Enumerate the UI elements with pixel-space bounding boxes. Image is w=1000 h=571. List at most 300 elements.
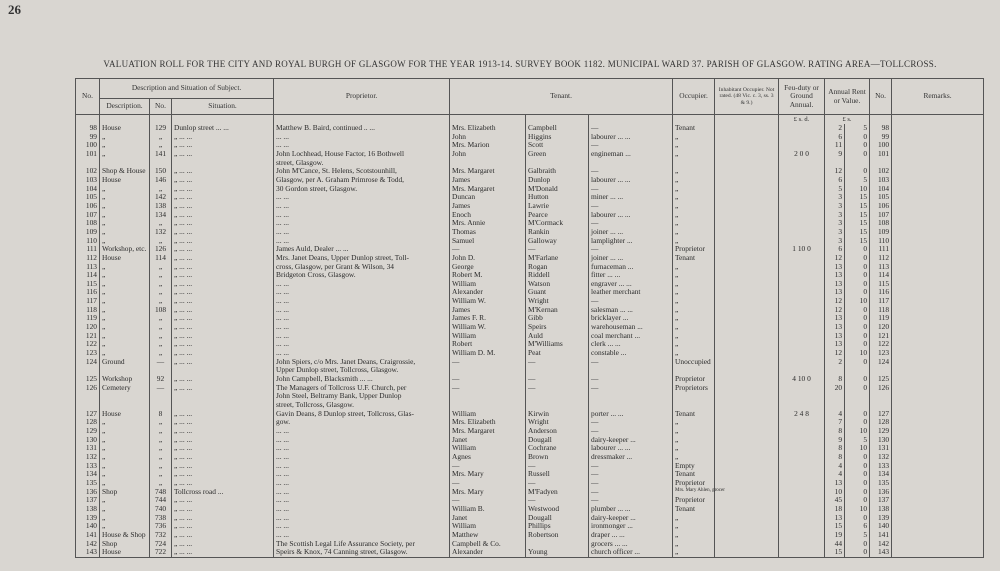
street-number: 8 xyxy=(150,410,172,419)
feu-duty xyxy=(779,306,825,315)
tenant-occupation: labourer ... ... xyxy=(589,176,673,185)
tenant-forename: — xyxy=(450,462,526,471)
row-number-right: 114 xyxy=(870,271,892,280)
occupier: Tenant xyxy=(673,505,715,514)
tenant-occupation: lamplighter ... xyxy=(589,237,673,246)
street-number: „ xyxy=(150,479,172,488)
feu-duty xyxy=(779,332,825,341)
occupier: „ xyxy=(673,133,715,142)
situation: „ ... ... xyxy=(172,332,274,341)
description: „ xyxy=(100,150,150,159)
occupier: „ xyxy=(673,349,715,358)
inhabitant-occupier xyxy=(715,470,779,479)
inhabitant-occupier xyxy=(715,176,779,185)
feu-duty xyxy=(779,427,825,436)
tenant-occupation: — xyxy=(589,297,673,306)
tenant-surname: Russell xyxy=(526,470,589,479)
inhabitant-occupier xyxy=(715,323,779,332)
inhabitant-occupier xyxy=(715,150,779,159)
feu-duty xyxy=(779,349,825,358)
tenant-occupation: dairy-keeper ... xyxy=(589,436,673,445)
remarks xyxy=(892,418,984,427)
remarks xyxy=(892,436,984,445)
tenant-occupation: — xyxy=(589,479,673,488)
feu-duty xyxy=(779,185,825,194)
situation: „ ... ... xyxy=(172,323,274,332)
tenant-surname: Dougall xyxy=(526,436,589,445)
annual-shillings: 0 xyxy=(845,306,870,315)
row-number-right: 140 xyxy=(870,522,892,531)
annual-shillings: 10 xyxy=(845,505,870,514)
remarks xyxy=(892,375,984,384)
row-number: 138 xyxy=(76,505,100,514)
annual-shillings: 10 xyxy=(845,427,870,436)
tenant-occupation: constable ... xyxy=(589,349,673,358)
feu-duty xyxy=(779,479,825,488)
description: „ xyxy=(100,436,150,445)
inhabitant-occupier xyxy=(715,392,779,401)
row-number: 106 xyxy=(76,202,100,211)
proprietor: street, Tollcross, Glasgow. xyxy=(274,401,450,410)
remarks xyxy=(892,332,984,341)
feu-duty xyxy=(779,436,825,445)
proprietor: ... ... xyxy=(274,133,450,142)
situation: „ ... ... xyxy=(172,263,274,272)
description: House xyxy=(100,176,150,185)
tenant-surname: Anderson xyxy=(526,427,589,436)
description: „ xyxy=(100,505,150,514)
remarks xyxy=(892,462,984,471)
situation: „ ... ... xyxy=(172,427,274,436)
row-number: 115 xyxy=(76,280,100,289)
street-number: „ xyxy=(150,340,172,349)
remarks xyxy=(892,349,984,358)
remarks xyxy=(892,392,984,401)
proprietor: ... ... xyxy=(274,306,450,315)
feu-duty xyxy=(779,340,825,349)
row-number: 129 xyxy=(76,427,100,436)
tenant-occupation: labourer ... ... xyxy=(589,444,673,453)
remarks xyxy=(892,271,984,280)
row-number: 101 xyxy=(76,150,100,159)
tenant-occupation xyxy=(589,159,673,168)
proprietor: James Auld, Dealer ... ... xyxy=(274,245,450,254)
row-number-right: 117 xyxy=(870,297,892,306)
feu-duty xyxy=(779,358,825,367)
remarks xyxy=(892,306,984,315)
proprietor: ... ... xyxy=(274,444,450,453)
feu-duty xyxy=(779,531,825,540)
remarks xyxy=(892,159,984,168)
row-number: 120 xyxy=(76,323,100,332)
row-number-right: 120 xyxy=(870,323,892,332)
occupier: „ xyxy=(673,193,715,202)
annual-pounds: 5 xyxy=(825,185,845,194)
situation: „ ... ... xyxy=(172,540,274,549)
proprietor: ... ... xyxy=(274,332,450,341)
proprietor: ... ... xyxy=(274,436,450,445)
tenant-surname: — xyxy=(526,358,589,367)
row-number-right: 121 xyxy=(870,332,892,341)
remarks xyxy=(892,479,984,488)
remarks xyxy=(892,540,984,549)
description: „ xyxy=(100,427,150,436)
feu-duty xyxy=(779,392,825,401)
tenant-forename: — xyxy=(450,375,526,384)
tenant-occupation: — xyxy=(589,496,673,505)
inhabitant-occupier xyxy=(715,522,779,531)
row-number-right: 107 xyxy=(870,211,892,220)
row-number: 126 xyxy=(76,384,100,393)
tenant-forename: — xyxy=(450,496,526,505)
row-number-right xyxy=(870,392,892,401)
row-number-right: 143 xyxy=(870,548,892,557)
annual-shillings: 0 xyxy=(845,418,870,427)
street-number: — xyxy=(150,358,172,367)
table-row xyxy=(76,392,984,401)
inhabitant-occupier xyxy=(715,401,779,410)
occupier: Tenant xyxy=(673,124,715,133)
occupier: Tenant xyxy=(673,254,715,263)
feu-duty xyxy=(779,193,825,202)
annual-pounds: 13 xyxy=(825,280,845,289)
proprietor: ... ... xyxy=(274,202,450,211)
description: „ xyxy=(100,470,150,479)
description: „ xyxy=(100,185,150,194)
header-remarks: Remarks. xyxy=(892,79,984,115)
row-number: 134 xyxy=(76,470,100,479)
tenant-forename: Janet xyxy=(450,436,526,445)
annual-shillings: 0 xyxy=(845,548,870,557)
feu-duty xyxy=(779,453,825,462)
tenant-surname: Rogan xyxy=(526,263,589,272)
row-number: 118 xyxy=(76,306,100,315)
tenant-surname: Riddell xyxy=(526,271,589,280)
annual-shillings: 0 xyxy=(845,150,870,159)
annual-shillings: 0 xyxy=(845,314,870,323)
situation: „ ... ... xyxy=(172,297,274,306)
description: Workshop xyxy=(100,375,150,384)
situation: „ ... ... xyxy=(172,193,274,202)
proprietor: ... ... xyxy=(274,288,450,297)
annual-pounds: 12 xyxy=(825,254,845,263)
remarks xyxy=(892,297,984,306)
occupier: „ xyxy=(673,427,715,436)
remarks xyxy=(892,185,984,194)
annual-pounds: 6 xyxy=(825,245,845,254)
feu-duty xyxy=(779,159,825,168)
occupier: „ xyxy=(673,323,715,332)
remarks xyxy=(892,358,984,367)
occupier: Proprietors xyxy=(673,384,715,393)
street-number: 132 xyxy=(150,228,172,237)
annual-shillings: 5 xyxy=(845,124,870,133)
street-number: 724 xyxy=(150,540,172,549)
tenant-occupation xyxy=(589,392,673,401)
tenant-surname: Gibb xyxy=(526,314,589,323)
proprietor: Bridgeton Cross, Glasgow. xyxy=(274,271,450,280)
row-number-right: 125 xyxy=(870,375,892,384)
street-number: 92 xyxy=(150,375,172,384)
inhabitant-occupier xyxy=(715,548,779,557)
occupier: „ xyxy=(673,444,715,453)
street-number xyxy=(150,392,172,401)
feu-duty xyxy=(779,219,825,228)
description: House & Shop xyxy=(100,531,150,540)
feu-duty xyxy=(779,167,825,176)
tenant-surname xyxy=(526,392,589,401)
remarks xyxy=(892,531,984,540)
remarks xyxy=(892,176,984,185)
tenant-occupation: — xyxy=(589,418,673,427)
tenant-occupation: — xyxy=(589,375,673,384)
annual-pounds: 13 xyxy=(825,271,845,280)
feu-duty xyxy=(779,548,825,557)
annual-pounds: 45 xyxy=(825,496,845,505)
inhabitant-occupier xyxy=(715,271,779,280)
description: „ xyxy=(100,514,150,523)
inhabitant-occupier xyxy=(715,427,779,436)
description: „ xyxy=(100,219,150,228)
tenant-occupation: plumber ... ... xyxy=(589,505,673,514)
tenant-forename: William xyxy=(450,444,526,453)
proprietor: ... ... xyxy=(274,193,450,202)
description: „ xyxy=(100,340,150,349)
feu-duty xyxy=(779,488,825,497)
occupier: Tenant xyxy=(673,470,715,479)
row-number: 131 xyxy=(76,444,100,453)
row-number-right: 103 xyxy=(870,176,892,185)
situation: „ ... ... xyxy=(172,306,274,315)
tenant-surname: Lawrie xyxy=(526,202,589,211)
row-number-right: 134 xyxy=(870,470,892,479)
tenant-occupation: fitter ... ... xyxy=(589,271,673,280)
street-number: 744 xyxy=(150,496,172,505)
tenant-forename: William W. xyxy=(450,323,526,332)
annual-pounds: 13 xyxy=(825,323,845,332)
proprietor: 30 Gordon street, Glasgow. xyxy=(274,185,450,194)
row-number: 139 xyxy=(76,514,100,523)
tenant-forename: Mrs. Margaret xyxy=(450,427,526,436)
situation: „ ... ... xyxy=(172,479,274,488)
situation: „ ... ... xyxy=(172,133,274,142)
description: House xyxy=(100,254,150,263)
situation: „ ... ... xyxy=(172,444,274,453)
occupier: Proprietor xyxy=(673,479,715,488)
row-number-right: 142 xyxy=(870,540,892,549)
remarks xyxy=(892,323,984,332)
occupier: Unoccupied xyxy=(673,358,715,367)
situation: „ ... ... xyxy=(172,436,274,445)
tenant-surname: Watson xyxy=(526,280,589,289)
proprietor: ... ... xyxy=(274,340,450,349)
proprietor: ... ... xyxy=(274,505,450,514)
row-number-right: 136 xyxy=(870,488,892,497)
row-number: 105 xyxy=(76,193,100,202)
feu-duty xyxy=(779,202,825,211)
inhabitant-occupier xyxy=(715,288,779,297)
tenant-surname: Green xyxy=(526,150,589,159)
annual-shillings: 0 xyxy=(845,410,870,419)
proprietor: John Campbell, Blacksmith ... ... xyxy=(274,375,450,384)
row-number-right: 113 xyxy=(870,263,892,272)
proprietor: gow. xyxy=(274,418,450,427)
row-number: 142 xyxy=(76,540,100,549)
tenant-occupation: porter ... ... xyxy=(589,410,673,419)
description: „ xyxy=(100,193,150,202)
row-number: 132 xyxy=(76,453,100,462)
tenant-surname: Kirwin xyxy=(526,410,589,419)
header-no: No. xyxy=(76,79,100,115)
description: Ground xyxy=(100,358,150,367)
situation: „ ... ... xyxy=(172,384,274,393)
remarks xyxy=(892,202,984,211)
annual-pounds: 3 xyxy=(825,211,845,220)
tenant-occupation: ironmonger ... xyxy=(589,522,673,531)
inhabitant-occupier xyxy=(715,462,779,471)
header-occupier: Occupier. xyxy=(673,79,715,115)
tenant-surname: — xyxy=(526,496,589,505)
proprietor: street, Glasgow. xyxy=(274,159,450,168)
description: „ xyxy=(100,228,150,237)
annual-shillings: 0 xyxy=(845,514,870,523)
street-number: „ xyxy=(150,453,172,462)
row-number-right: 102 xyxy=(870,167,892,176)
remarks xyxy=(892,211,984,220)
remarks xyxy=(892,314,984,323)
remarks xyxy=(892,193,984,202)
annual-shillings: 0 xyxy=(845,245,870,254)
occupier: „ xyxy=(673,453,715,462)
remarks xyxy=(892,245,984,254)
feu-duty xyxy=(779,263,825,272)
row-number: 128 xyxy=(76,418,100,427)
tenant-surname: — xyxy=(526,384,589,393)
street-number: 736 xyxy=(150,522,172,531)
inhabitant-occupier xyxy=(715,444,779,453)
street-number: 142 xyxy=(150,193,172,202)
situation: „ ... ... xyxy=(172,340,274,349)
situation: „ ... ... xyxy=(172,462,274,471)
annual-shillings: 0 xyxy=(845,288,870,297)
header-situation: Situation. xyxy=(172,99,274,115)
situation: „ ... ... xyxy=(172,314,274,323)
annual-shillings: 15 xyxy=(845,237,870,246)
situation: „ ... ... xyxy=(172,219,274,228)
feu-duty: 1 10 0 xyxy=(779,245,825,254)
street-number: 146 xyxy=(150,176,172,185)
annual-shillings: 0 xyxy=(845,496,870,505)
tenant-forename: William W. xyxy=(450,297,526,306)
annual-shillings: 5 xyxy=(845,436,870,445)
annual-pounds: 15 xyxy=(825,522,845,531)
street-number: „ xyxy=(150,323,172,332)
annual-pounds: 13 xyxy=(825,314,845,323)
annual-shillings: 0 xyxy=(845,133,870,142)
situation: „ ... ... xyxy=(172,254,274,263)
inhabitant-occupier xyxy=(715,418,779,427)
description: House xyxy=(100,410,150,419)
tenant-forename: Samuel xyxy=(450,237,526,246)
remarks xyxy=(892,263,984,272)
row-number-right: 110 xyxy=(870,237,892,246)
proprietor: ... ... xyxy=(274,237,450,246)
feu-duty xyxy=(779,418,825,427)
remarks xyxy=(892,254,984,263)
annual-pounds: 8 xyxy=(825,427,845,436)
inhabitant-occupier xyxy=(715,297,779,306)
occupier: „ xyxy=(673,332,715,341)
annual-pounds: 44 xyxy=(825,540,845,549)
inhabitant-occupier xyxy=(715,410,779,419)
header-tenant: Tenant. xyxy=(450,79,673,115)
table-row xyxy=(76,150,984,159)
inhabitant-occupier xyxy=(715,340,779,349)
occupier: Empty xyxy=(673,462,715,471)
header-proprietor: Proprietor. xyxy=(274,79,450,115)
annual-pounds: 19 xyxy=(825,531,845,540)
situation: „ ... ... xyxy=(172,496,274,505)
inhabitant-occupier xyxy=(715,124,779,133)
annual-pounds: 13 xyxy=(825,479,845,488)
tenant-occupation: dairy-keeper ... xyxy=(589,514,673,523)
occupier: „ xyxy=(673,306,715,315)
feu-duty: 2 0 0 xyxy=(779,150,825,159)
situation: „ ... ... xyxy=(172,271,274,280)
row-number-right: 108 xyxy=(870,219,892,228)
situation xyxy=(172,392,274,401)
row-number: 143 xyxy=(76,548,100,557)
annual-shillings: 0 xyxy=(845,358,870,367)
tenant-occupation: — xyxy=(589,245,673,254)
row-number: 109 xyxy=(76,228,100,237)
situation: „ ... ... xyxy=(172,150,274,159)
row-number-right: 129 xyxy=(870,427,892,436)
row-number: 124 xyxy=(76,358,100,367)
row-number: 111 xyxy=(76,245,100,254)
street-number: 740 xyxy=(150,505,172,514)
tenant-occupation: clerk ... ... xyxy=(589,340,673,349)
tenant-forename xyxy=(450,366,526,375)
description: „ xyxy=(100,462,150,471)
annual-pounds: 7 xyxy=(825,418,845,427)
annual-pounds: 13 xyxy=(825,514,845,523)
description: „ xyxy=(100,306,150,315)
description xyxy=(100,392,150,401)
feu-duty xyxy=(779,470,825,479)
tenant-occupation: bricklayer ... xyxy=(589,314,673,323)
feu-duty xyxy=(779,540,825,549)
tenant-forename: Mrs. Elizabeth xyxy=(450,418,526,427)
situation: „ ... ... xyxy=(172,522,274,531)
occupier: „ xyxy=(673,185,715,194)
street-number: „ xyxy=(150,349,172,358)
tenant-surname: Higgins xyxy=(526,133,589,142)
description: „ xyxy=(100,522,150,531)
header-description: Description. xyxy=(100,99,150,115)
proprietor: John M'Cance, St. Helens, Scotstounhill, xyxy=(274,167,450,176)
inhabitant-occupier xyxy=(715,505,779,514)
annual-shillings: 15 xyxy=(845,211,870,220)
tenant-occupation: salesman ... ... xyxy=(589,306,673,315)
situation: „ ... ... xyxy=(172,418,274,427)
description: Workshop, etc. xyxy=(100,245,150,254)
annual-pounds: 8 xyxy=(825,375,845,384)
occupier: „ xyxy=(673,280,715,289)
annual-shillings: 15 xyxy=(845,219,870,228)
situation: „ ... ... xyxy=(172,202,274,211)
situation: „ ... ... xyxy=(172,531,274,540)
